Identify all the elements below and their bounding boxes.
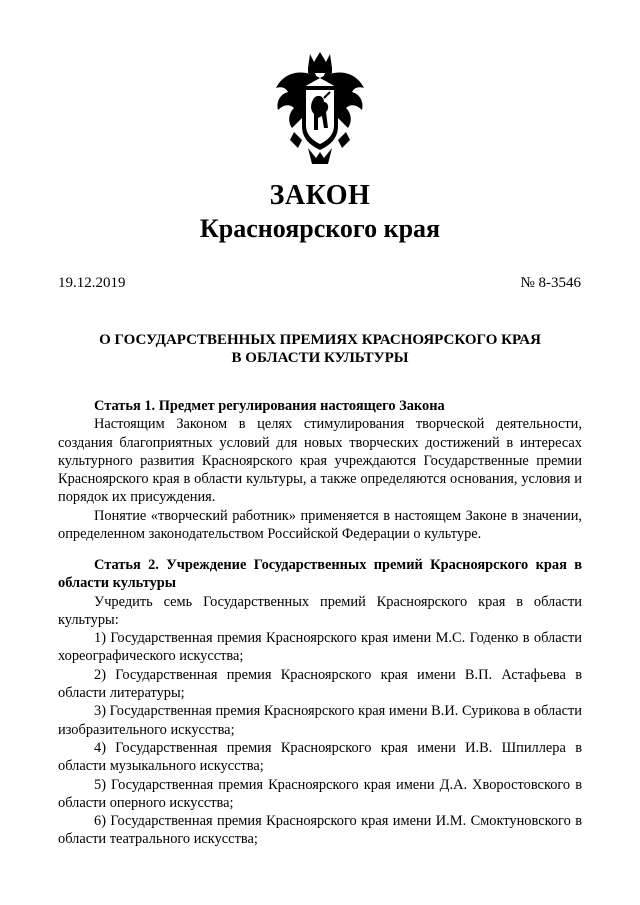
article-1-title: Статья 1. Предмет регулирования настоящего Закона — [94, 398, 445, 414]
article-2 — [58, 556, 582, 849]
article-1-paragraph-2: Понятие «творческий работник» применяется в настоящем Законе в значении, определенном законодательством Российской Федерации о культуре. — [58, 507, 582, 543]
list-item: 5) Государственная премия Красноярского края имени Д.А. Хворостовского в области оперного искусства; — [58, 776, 582, 811]
list-item: 6) Государственная премия Красноярского края имени И.М. Смоктуновского в области театрального искусства; — [58, 813, 582, 848]
list-item: 3) Государственная премия Красноярского края имени В.И. Сурикова в области изобразительного искусства; — [58, 703, 582, 738]
article-1 — [58, 397, 582, 543]
article-2-intro: Учредить семь Государственных премий Красноярского края в области культуры: — [58, 593, 582, 628]
document-number: № 8-3546 — [520, 275, 581, 291]
document-title: ЗАКОН — [269, 180, 371, 211]
list-item: 2) Государственная премия Красноярского края имени В.П. Астафьева в области литературы; — [58, 666, 582, 702]
law-heading-line-2: В ОБЛАСТИ КУЛЬТУРЫ — [231, 350, 409, 366]
article-1-paragraph-1: Настоящим Законом в целях стимулирования творческой деятельности, создания благоприятных условий для новых творческих достижений в интересах культурного развития Красноярского края учреждаются Государственные премии Красноярского края в области культуры, а также определяются основания, условия и порядок их присуждения. — [58, 416, 582, 506]
document-date: 19.12.2019 — [58, 275, 126, 291]
list-item: 1) Государственная премия Красноярского края имени М.С. Годенко в области хореографического искусства; — [58, 630, 582, 665]
document-subtitle: Красноярского края — [199, 214, 441, 243]
law-heading-line-1: О ГОСУДАРСТВЕННЫХ ПРЕМИЯХ КРАСНОЯРСКОГО КРАЯ — [99, 332, 541, 348]
list-item: 4) Государственная премия Красноярского края имени И.В. Шпиллера в области музыкального искусства; — [58, 739, 582, 775]
coat-of-arms-emblem — [272, 48, 368, 166]
law-heading — [60, 331, 580, 367]
article-2-title: Статья 2. Учреждение Государственных премий Красноярского края в области культуры — [58, 557, 582, 592]
